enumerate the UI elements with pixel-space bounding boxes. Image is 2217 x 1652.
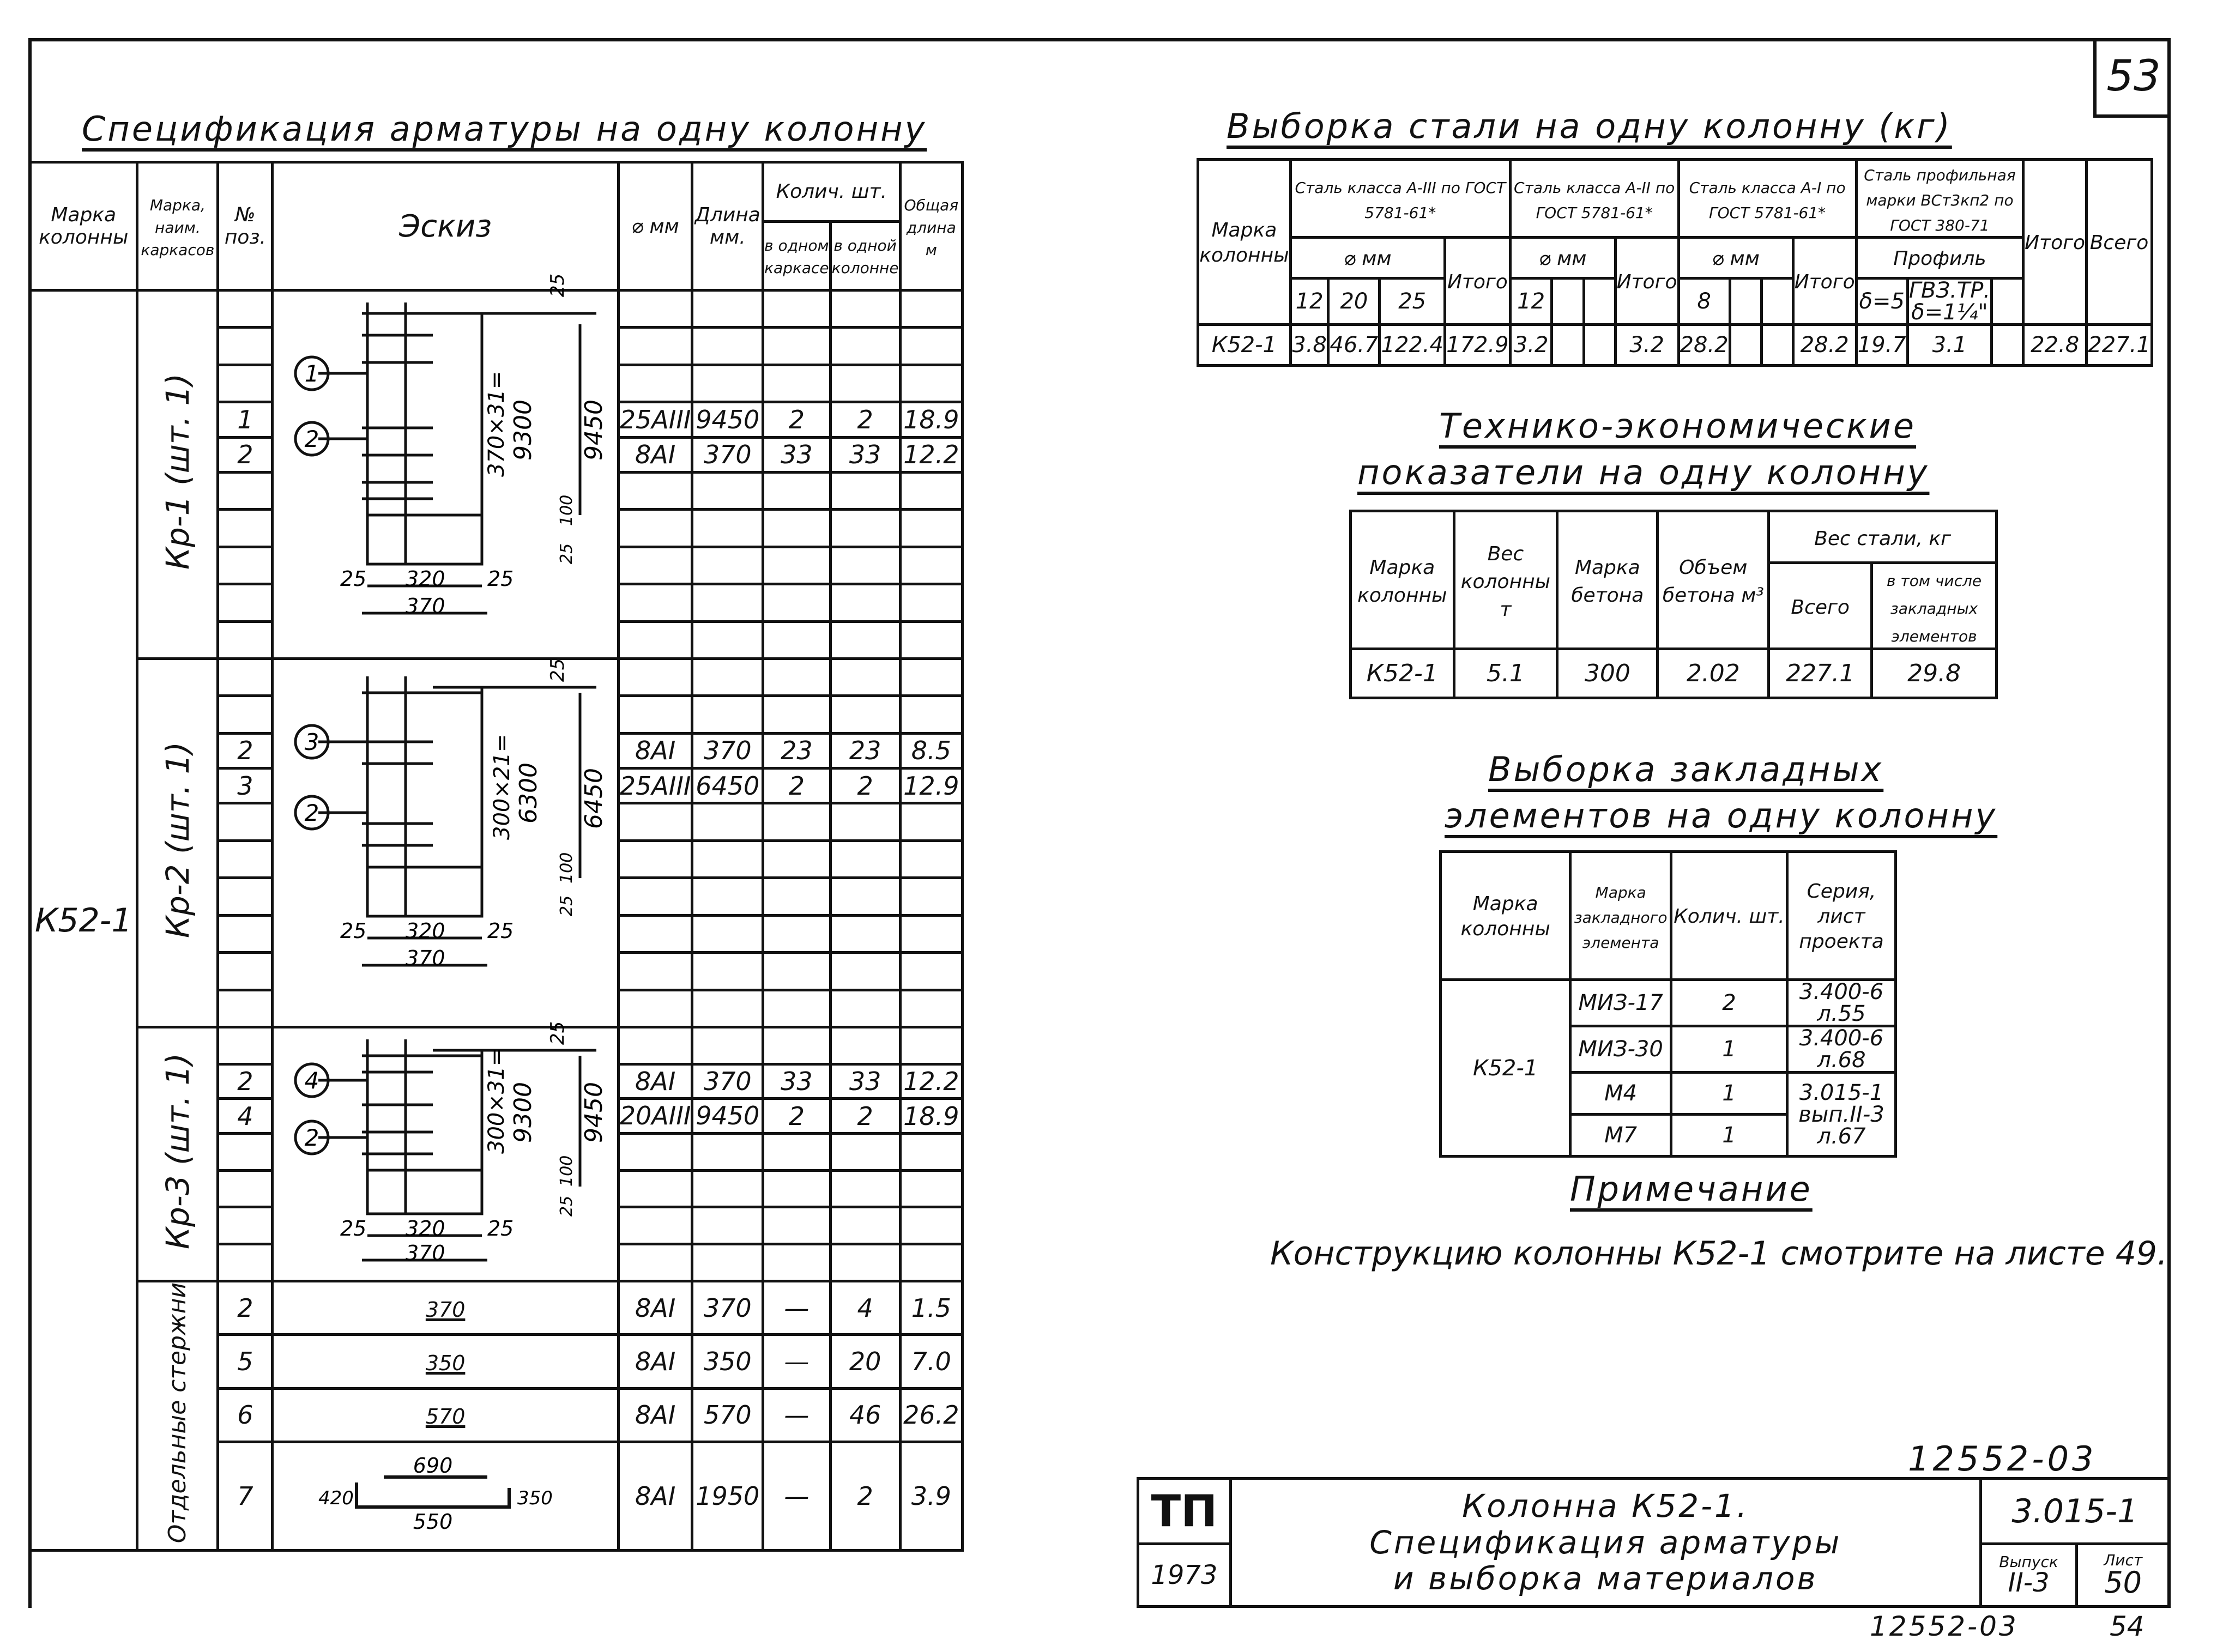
dim-label: 25 bbox=[340, 919, 367, 943]
sketch-cell bbox=[273, 273, 618, 659]
spec-title: Спецификация арматуры на одну колонну bbox=[82, 109, 927, 149]
stamp-title-3: и выборка материалов bbox=[1393, 1560, 1818, 1597]
sheet-number-box bbox=[2093, 38, 2171, 118]
dim-label: 300×21= bbox=[490, 734, 515, 840]
column-mark: К52-1 bbox=[34, 901, 132, 940]
tech-title-2: показатели на одну колонну bbox=[1357, 452, 1930, 492]
frame-name-cell: Кр-3 (шт. 1) bbox=[137, 1027, 218, 1281]
table-row: М7 1 bbox=[1441, 1115, 1896, 1157]
dim-label: 25 bbox=[487, 1217, 514, 1240]
stamp-series: 3.015-1 bbox=[1980, 1479, 2169, 1544]
dim-label: 25 bbox=[547, 273, 569, 297]
tech-title-1: Технико-экономические bbox=[1439, 406, 1916, 446]
pos-circle-label: 3 bbox=[304, 729, 319, 755]
pos-circle-label: 2 bbox=[304, 1124, 319, 1151]
table-row: Отдельные стержни 2 370 8АI 370 — 4 1.5 bbox=[30, 1281, 963, 1335]
table-row: 3 25АIII 6450 2 2 12.9 bbox=[30, 768, 963, 803]
bottom-code: 12552-03 bbox=[1870, 1611, 2019, 1642]
col-header-total-length: Общая длина м bbox=[900, 162, 962, 291]
frame-right bbox=[2167, 38, 2171, 1608]
table-row: 5 350 8АI 350 — 20 7.0 bbox=[30, 1335, 963, 1388]
col-header-mark: Марка колонны bbox=[30, 162, 137, 291]
dim-label: 320 bbox=[406, 919, 445, 943]
dim-label: 100 bbox=[557, 852, 577, 884]
dim-label: 25 bbox=[557, 895, 577, 916]
frame-sketch-3 bbox=[275, 1021, 616, 1274]
table-row: К52-1 3.8 46.7 122.4 172.9 3.2 3.2 28.2 28.2 19.7 3.1 22.8 227.1 bbox=[1198, 325, 2152, 366]
col-header-qty-frame: в одном каркасе bbox=[763, 221, 831, 290]
table-row: 1 25АIII 9450 2 2 18.9 bbox=[30, 402, 963, 437]
steel-group-header: Сталь класса А-II по ГОСТ 5781-61* bbox=[1510, 160, 1678, 238]
dim-label: 25 bbox=[487, 567, 514, 591]
frame-name-cell: Кр-1 (шт. 1) bbox=[137, 291, 218, 659]
steel-group-header: Сталь профильная марки ВСт3кп2 по ГОСТ 380-71 bbox=[1856, 160, 2023, 238]
col-header-qty: Колич. шт. bbox=[763, 162, 900, 222]
dim-label: 25 bbox=[557, 543, 577, 564]
dim-label: 370 bbox=[406, 946, 445, 970]
dim-label: 25 bbox=[557, 1195, 577, 1217]
frame-sketch-1 bbox=[275, 273, 616, 651]
embedded-title-2: элементов на одну колонну bbox=[1445, 796, 1998, 836]
tech-table: Марка колонны Вес колонны т Марка бетона Объем бетона м³ Вес стали, кг Всего в том числе закладных элементов К52-1 5.1 300 2.02 227.1 29.8 bbox=[1349, 510, 1998, 699]
col-header-pos: № поз. bbox=[218, 162, 273, 291]
dim-label: 690 bbox=[413, 1453, 453, 1478]
dim-label: 9300 bbox=[509, 1082, 537, 1143]
logo: ТП bbox=[1138, 1479, 1231, 1544]
dim-label: 25 bbox=[340, 1217, 367, 1240]
table-row: 7 690 420 350 550 8АI 1950 — 2 3.9 bbox=[30, 1442, 963, 1550]
dim-label: 9450 bbox=[580, 400, 608, 461]
issue-value: II-3 bbox=[2008, 1568, 2050, 1598]
stamp-year: 1973 bbox=[1138, 1544, 1231, 1607]
sheet-number: 53 bbox=[2106, 52, 2161, 101]
table-row: М4 1 3.015-1 вып.II-3 л.67 bbox=[1441, 1073, 1896, 1115]
dim-label: 9300 bbox=[509, 400, 537, 461]
frame-top bbox=[28, 38, 2171, 41]
dim-label: 100 bbox=[557, 494, 577, 526]
sketch-cell bbox=[273, 659, 618, 1027]
pos-circle-label: 2 bbox=[304, 800, 319, 826]
title-block bbox=[1137, 1477, 2171, 1608]
table-row: МИЗ-30 1 3.400-6 л.68 bbox=[1441, 1026, 1896, 1073]
col-header-qty-column: в одной колонне bbox=[830, 221, 900, 290]
pos-circle-label: 1 bbox=[304, 360, 319, 387]
table-row: К52-1 5.1 300 2.02 227.1 29.8 bbox=[1351, 649, 1997, 698]
dim-label: 370 bbox=[406, 1241, 445, 1265]
dim-label: 420 bbox=[318, 1487, 354, 1509]
separate-bars-cell: Отдельные стержни bbox=[137, 1281, 218, 1551]
steel-title: Выборка стали на одну колонну (кг) bbox=[1227, 106, 1952, 146]
steel-mark-header: Марка колонны bbox=[1198, 160, 1291, 325]
table-row: К52-1 МИЗ-17 2 3.400-6 л.55 bbox=[1441, 980, 1896, 1026]
dim-label: 350 bbox=[517, 1487, 553, 1509]
note-text: Конструкцию колонны К52-1 смотрите на листе 49. bbox=[1270, 1235, 2168, 1273]
embedded-table: Марка колонны Марка закладного элемента Колич. шт. Серия, лист проекта К52-1 МИЗ-17 2 3.400-6 л.55 МИЗ-30 1 3.400-6 л.68 М4 1 3.015-1 вып.II-3 л.67 М7 1 bbox=[1439, 850, 1897, 1158]
dim-label: 25 bbox=[547, 658, 569, 682]
dim-label: 320 bbox=[406, 1217, 445, 1240]
pos-circle-label: 2 bbox=[304, 426, 319, 452]
steel-group-total: Итого bbox=[2023, 160, 2087, 325]
pos-circle-label: 4 bbox=[304, 1067, 319, 1094]
dim-label: 6300 bbox=[515, 763, 543, 824]
sketch-cell bbox=[273, 1021, 618, 1281]
steel-grand-total-header: Всего bbox=[2087, 160, 2152, 325]
bottom-number: 54 bbox=[2110, 1611, 2144, 1642]
table-row: 2 8АI 370 33 33 12.2 bbox=[30, 437, 963, 472]
table-row: 6 570 8АI 570 — 46 26.2 bbox=[30, 1388, 963, 1442]
steel-group-header: Сталь класса А-I по ГОСТ 5781-61* bbox=[1678, 160, 1856, 238]
col-header-dia: ⌀ мм bbox=[618, 162, 692, 291]
col-header-frame-mark: Марка, наим. каркасов bbox=[137, 162, 218, 291]
dim-label: 550 bbox=[413, 1509, 453, 1534]
stamp-title-1: Колонна К52-1. bbox=[1462, 1487, 1749, 1524]
stamp-title-2: Спецификация арматуры bbox=[1369, 1523, 1842, 1561]
sheet-value: 50 bbox=[2104, 1565, 2142, 1600]
column-mark-cell bbox=[30, 291, 137, 1551]
bent-bar-sketch bbox=[275, 1455, 616, 1532]
dim-label: 300×31= bbox=[484, 1048, 510, 1154]
dim-label: 100 bbox=[557, 1155, 577, 1187]
steel-group-header: Сталь класса А-III по ГОСТ 5781-61* bbox=[1290, 160, 1510, 238]
dim-label: 6450 bbox=[580, 768, 608, 829]
note-title: Примечание bbox=[1570, 1169, 1813, 1209]
doc-code: 12552-03 bbox=[1908, 1439, 2097, 1479]
col-header-sketch: Эскиз bbox=[273, 162, 618, 291]
embedded-title-1: Выборка закладных bbox=[1488, 749, 1884, 789]
dim-label: 9450 bbox=[580, 1082, 608, 1143]
spec-table bbox=[28, 161, 964, 1552]
frame-sketch-2 bbox=[275, 660, 616, 1020]
dim-label: 25 bbox=[340, 567, 367, 591]
table-row: 2 8АI 370 23 23 8.5 bbox=[30, 733, 963, 768]
dim-label: 25 bbox=[547, 1021, 569, 1045]
sheet-label: Лист bbox=[2104, 1551, 2143, 1569]
dim-label: 320 bbox=[406, 567, 445, 591]
table-row: 2 8АI 370 33 33 12.2 bbox=[30, 1064, 963, 1099]
dim-label: 370×31= bbox=[484, 371, 510, 477]
frame-name-cell: Кр-2 (шт. 1) bbox=[137, 659, 218, 1027]
steel-table: Марка колонны Сталь класса А-III по ГОСТ 5781-61* Сталь класса А-II по ГОСТ 5781-61* Сталь класса А-I по ГОСТ 5781-61* Сталь профильная марки ВСт3кп2 по ГОСТ 380-71 Итого Всего ⌀ мм Итого ⌀ мм Итого ⌀ мм Итого Профиль 12 20 25 12 8 δ=5 ГВЗ.ТР. δ=1¼" К52-1 3.8 46.7 122.4 172.9 3.2 3.2 28.2 28.2 19.7 3.1 22.8 227.1 bbox=[1197, 158, 2153, 367]
col-header-length: Длина мм. bbox=[692, 162, 763, 291]
dim-label: 25 bbox=[487, 919, 514, 943]
dim-label: 370 bbox=[406, 594, 445, 618]
issue-label: Выпуск bbox=[1999, 1553, 2058, 1571]
table-row: 4 20АIII 9450 2 2 18.9 bbox=[30, 1099, 963, 1134]
